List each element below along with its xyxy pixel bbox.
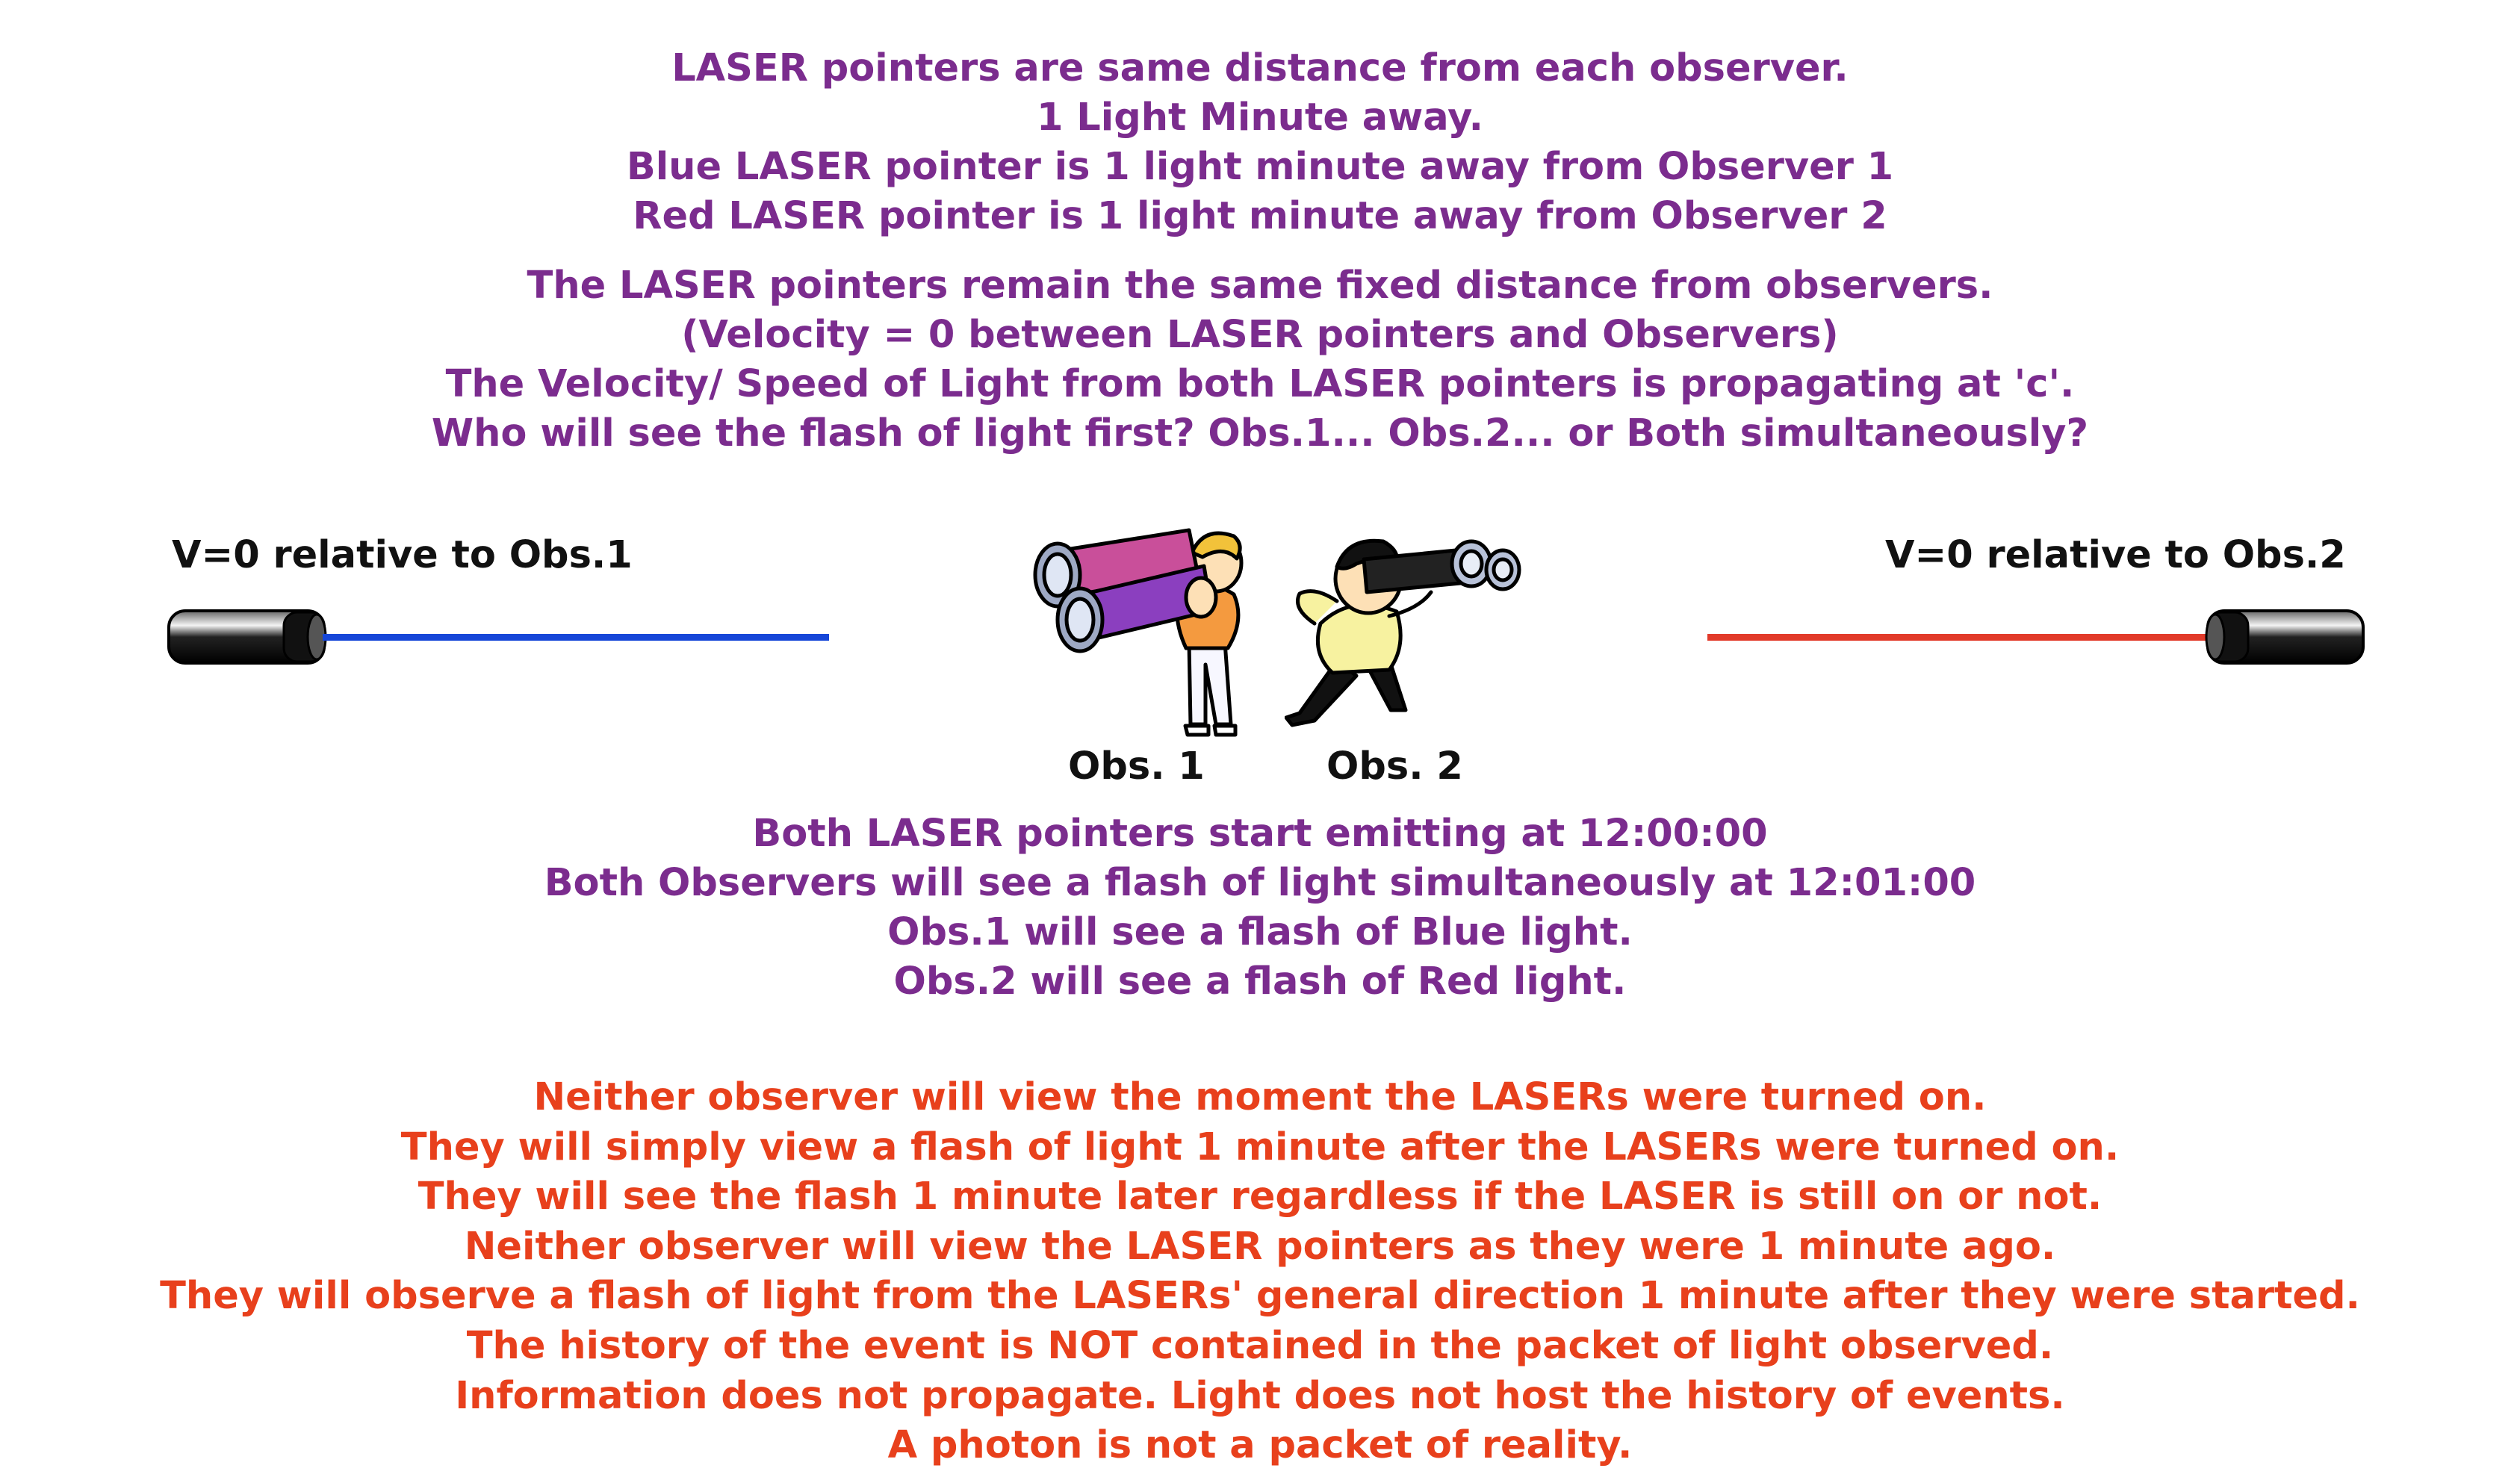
- left-laser-diagram: [157, 597, 829, 680]
- observer1-icon: [1032, 523, 1271, 739]
- setup-text: [0, 261, 2520, 458]
- answer-text: [0, 809, 2520, 1007]
- conclusion-line: They will see the flash 1 minute later regardless if the LASER is still on or not.: [418, 1175, 2102, 1219]
- setup-line: The LASER pointers remain the same fixed distance from observers.: [527, 264, 1993, 308]
- conclusion-line: They will observe a flash of light from the LASERs' general direction 1 minute after they were started.: [160, 1274, 2360, 1319]
- right-laser-label: V=0 relative to Obs.2: [1885, 533, 2346, 577]
- intro-line: 1 Light Minute away.: [1036, 96, 1484, 140]
- conclusion-line: A photon is not a packet of reality.: [887, 1423, 1633, 1468]
- observer2-icon: [1285, 534, 1524, 728]
- conclusion-line: The history of the event is NOT contained in the packet of light observed.: [466, 1323, 2054, 1368]
- laser-pointer-icon: [169, 611, 326, 663]
- laser-pointer-icon: [2206, 611, 2363, 663]
- observer2-label: Obs. 2: [1326, 744, 1463, 789]
- conclusion-line: Neither observer will view the LASER pointers as they were 1 minute ago.: [464, 1224, 2056, 1269]
- setup-line: (Velocity = 0 between LASER pointers and Observers): [681, 313, 1839, 357]
- setup-line: Who will see the flash of light first? Obs.1... Obs.2... or Both simultaneously?: [431, 411, 2089, 455]
- answer-line: Obs.1 will see a flash of Blue light.: [887, 910, 1633, 954]
- intro-line: Red LASER pointer is 1 light minute away from Observer 2: [633, 194, 1887, 238]
- red-laser-beam: [1707, 634, 2215, 641]
- blue-laser-beam: [323, 634, 829, 641]
- conclusion-text: [0, 1073, 2520, 1471]
- intro-line: Blue LASER pointer is 1 light minute away from Observer 1: [626, 145, 1894, 189]
- answer-line: Both Observers will see a flash of light simultaneously at 12:01:00: [544, 861, 1976, 905]
- left-laser-label: V=0 relative to Obs.1: [172, 533, 633, 577]
- intro-text: [0, 44, 2520, 241]
- conclusion-line: They will simply view a flash of light 1 minute after the LASERs were turned on.: [400, 1125, 2120, 1169]
- right-laser-diagram: [1703, 597, 2375, 680]
- conclusion-line: Neither observer will view the moment the LASERs were turned on.: [533, 1075, 1987, 1119]
- setup-line: The Velocity/ Speed of Light from both LASER pointers is propagating at 'c'.: [445, 362, 2075, 406]
- answer-line: Obs.2 will see a flash of Red light.: [893, 960, 1627, 1004]
- observer1-label: Obs. 1: [1068, 744, 1205, 789]
- conclusion-line: Information does not propagate. Light does not host the history of events.: [455, 1373, 2065, 1418]
- intro-line: LASER pointers are same distance from each observer.: [671, 46, 1849, 90]
- answer-line: Both LASER pointers start emitting at 12:00:00: [752, 812, 1768, 856]
